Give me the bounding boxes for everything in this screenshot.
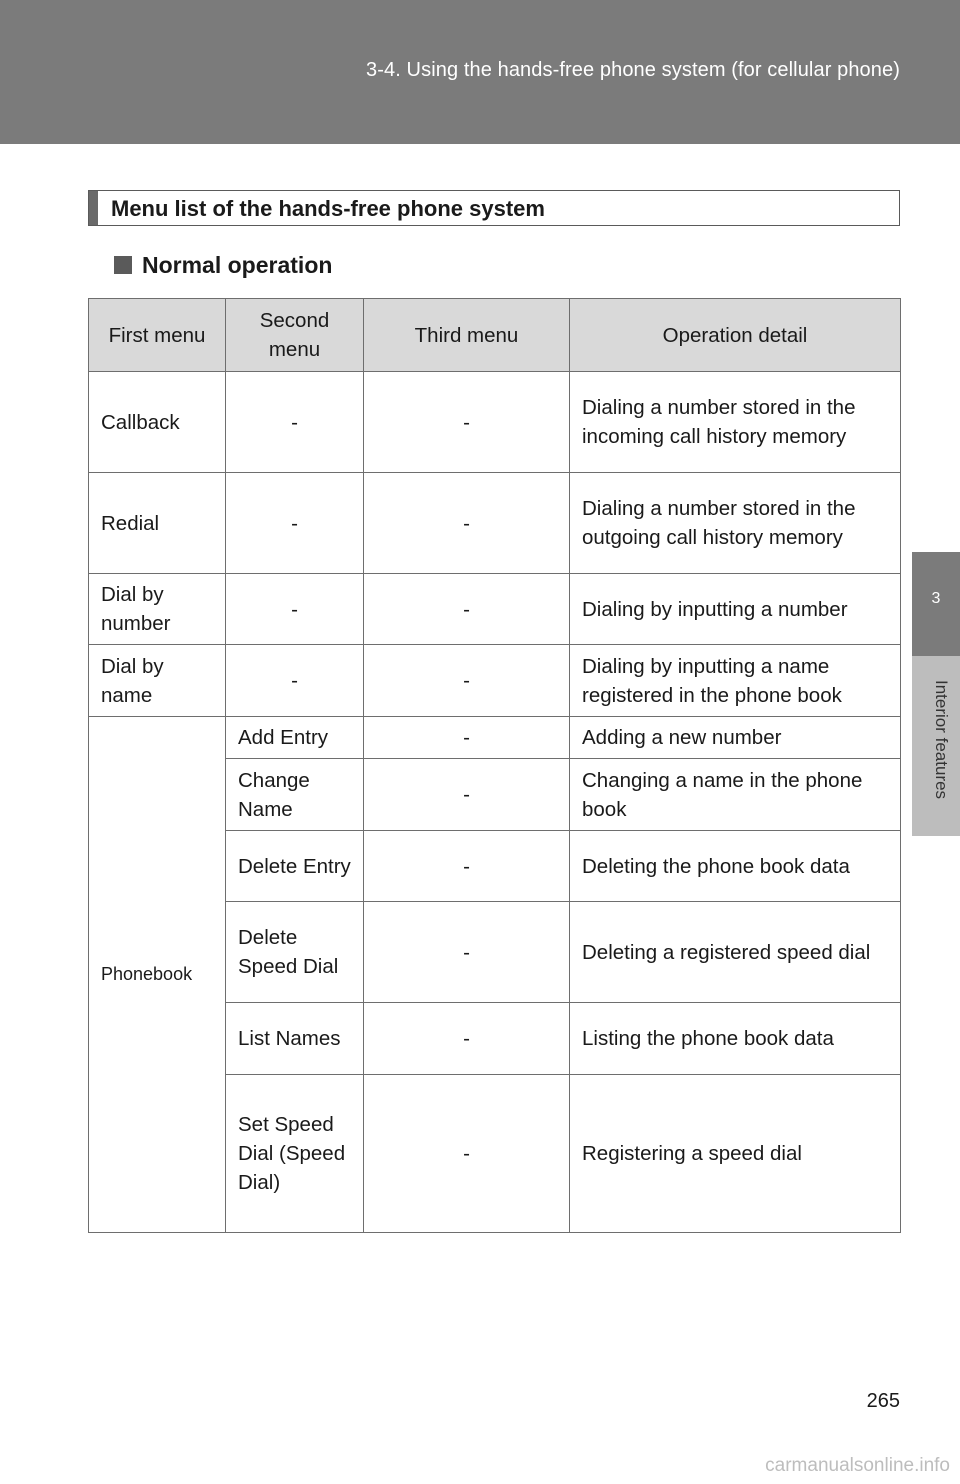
first-menu-cell: Dial by number [89,574,226,645]
operation-detail-cell: Deleting a registered speed dial [570,902,901,1003]
page-header [0,0,960,144]
operation-detail-cell: Dialing by inputting a number [570,574,901,645]
table-header-row [89,299,901,372]
section-title: Menu list of the hands-free phone system [111,196,545,221]
subheading [114,252,332,279]
chapter-number: 3 [931,590,941,607]
second-menu-cell: - [226,473,364,574]
table-row [89,717,901,759]
column-header: Operation detail [570,299,901,372]
third-menu-cell: - [364,645,570,717]
chapter-tab-label: Interior features [932,680,951,800]
operation-detail-cell: Listing the phone book data [570,1003,901,1075]
operation-detail-cell: Changing a name in the phone book [570,759,901,831]
page-number: 265 [866,1390,900,1412]
operation-detail-cell: Dialing a number stored in the incoming call history memory [570,372,901,473]
third-menu-cell: - [364,902,570,1003]
third-menu-cell: - [364,1075,570,1233]
first-menu-cell: Dial by name [89,645,226,717]
column-header: First menu [89,299,226,372]
third-menu-cell: - [364,372,570,473]
third-menu-cell: - [364,759,570,831]
first-menu-cell-phonebook: Phonebook [89,717,226,1233]
section-title-accent [89,191,98,225]
third-menu-cell: - [364,574,570,645]
third-menu-cell: - [364,1003,570,1075]
first-menu-cell: Redial [89,473,226,574]
watermark: carmanualsonline.info [765,1455,950,1476]
third-menu-cell: - [364,473,570,574]
third-menu-cell: - [364,717,570,759]
section-title-box [88,190,900,226]
table-row [89,574,901,645]
operation-detail-cell: Dialing a number stored in the outgoing call history memory [570,473,901,574]
table-row [89,372,901,473]
first-menu-cell: Callback [89,372,226,473]
third-menu-cell: - [364,831,570,902]
second-menu-cell: Change Name [226,759,364,831]
menu-table [88,298,901,1233]
subheading-text: Normal operation [142,252,333,278]
operation-detail-cell: Registering a speed dial [570,1075,901,1233]
operation-detail-cell: Dialing by inputting a name registered in the phone book [570,645,901,717]
column-header: Third menu [364,299,570,372]
second-menu-cell: - [226,645,364,717]
chapter-title: 3-4. Using the hands-free phone system (for cellular phone) [366,59,900,81]
second-menu-cell: Delete Speed Dial [226,902,364,1003]
table-row [89,645,901,717]
second-menu-cell: - [226,574,364,645]
second-menu-cell: Add Entry [226,717,364,759]
square-bullet-icon [114,256,132,274]
second-menu-cell: - [226,372,364,473]
second-menu-cell: Delete Entry [226,831,364,902]
column-header: Second menu [226,299,364,372]
chapter-tab [912,552,960,656]
operation-detail-cell: Deleting the phone book data [570,831,901,902]
second-menu-cell: Set Speed Dial (Speed Dial) [226,1075,364,1233]
table-row [89,473,901,574]
second-menu-cell: List Names [226,1003,364,1075]
operation-detail-cell: Adding a new number [570,717,901,759]
